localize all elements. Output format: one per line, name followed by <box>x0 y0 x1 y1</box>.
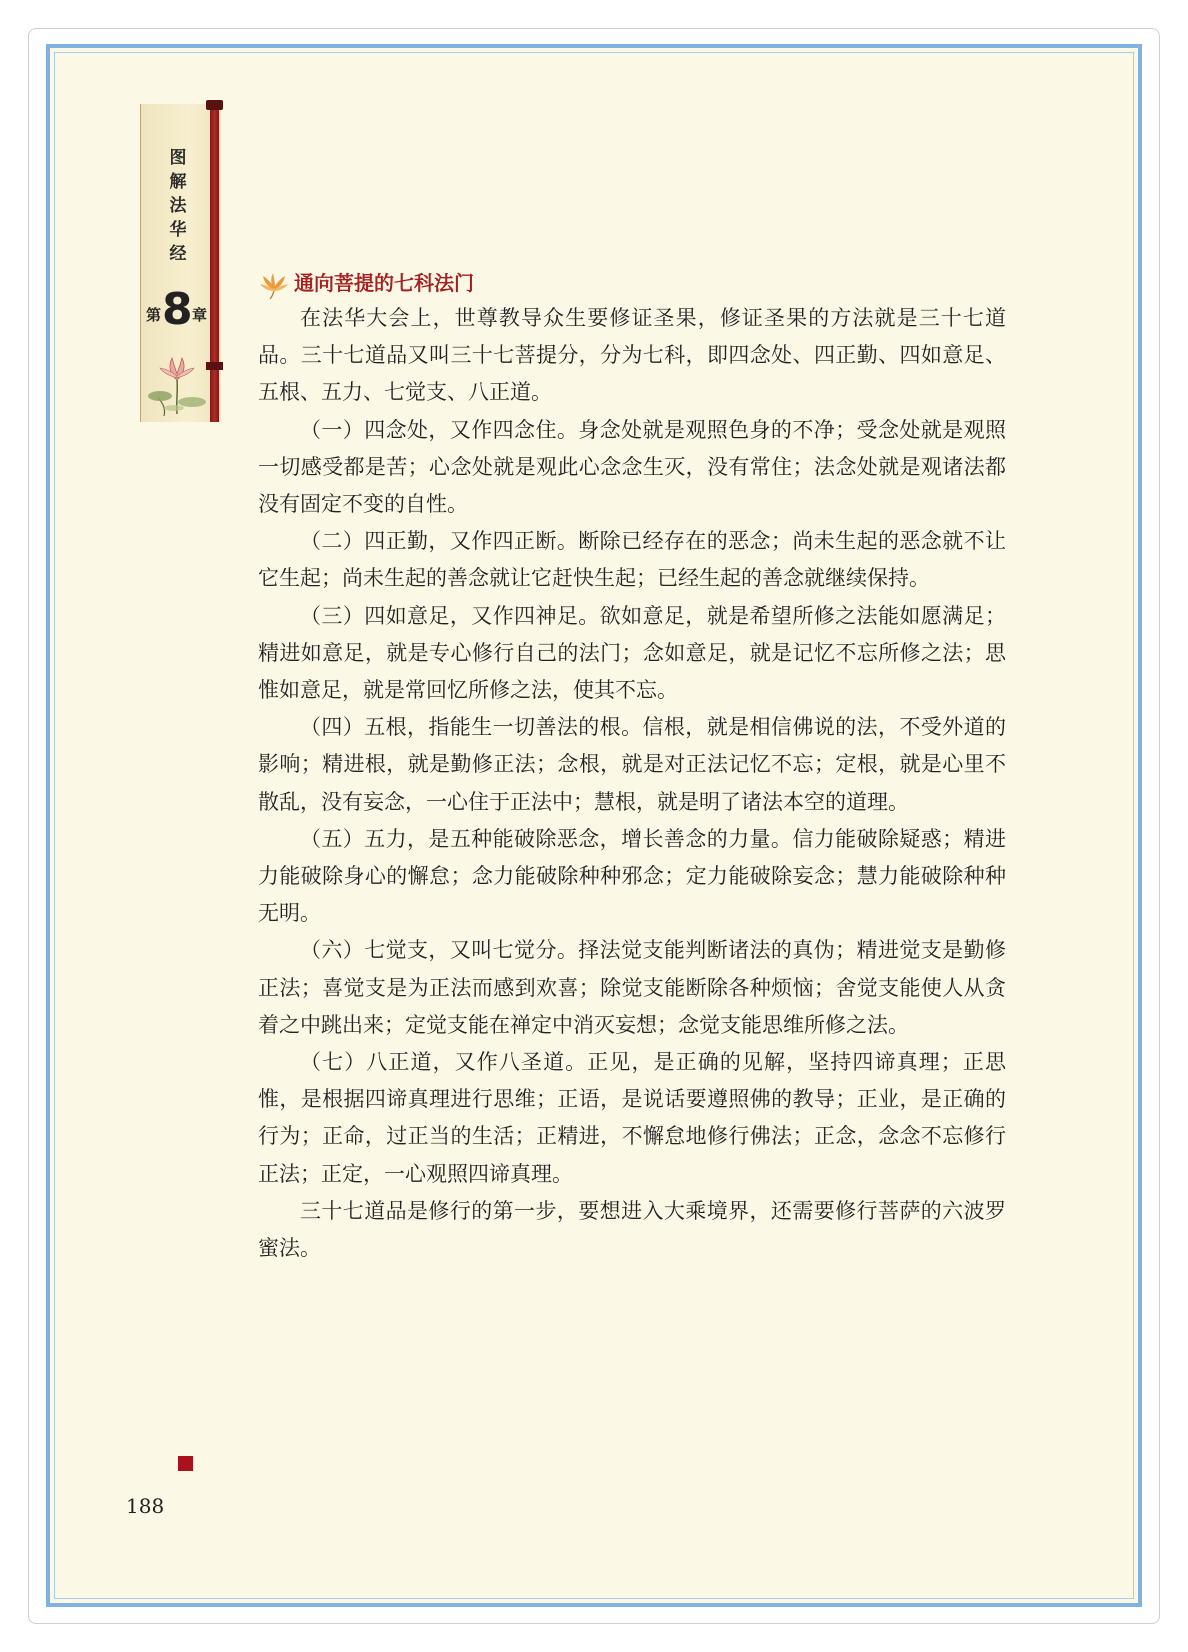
paragraph: （四）五根，指能生一切善法的根。信根，就是相信佛说的法，不受外道的影响；精进根，就是勤修正法；念根，就是对正法记忆不忘；定根，就是心里不散乱，没有妄念，一心住于正法中；慧根，就是明了诸法本空的道理。 <box>258 715 1006 814</box>
lotus-illustration-icon <box>144 344 210 418</box>
book-title-char: 法 <box>169 196 187 216</box>
paragraph: （二）四正勤，又作四正断。断除已经存在的恶念；尚未生起的恶念就不让它生起；尚未生起的善念就让它赶快生起；已经生起的善念就继续保持。 <box>258 529 1006 591</box>
lotus-icon <box>258 268 290 300</box>
paragraph: （七）八正道，又作八圣道。正见，是正确的见解，坚持四谛真理；正思惟，是根据四谛真理进行思维；正语，是说话要遵照佛的教导；正业，是正确的行为；正命，过正当的生活；正精进，不懈怠地修行佛法；正念，念念不忘修行正法；正定，一心观照四谛真理。 <box>258 1050 1006 1186</box>
page-marker-square <box>178 1456 193 1471</box>
book-title-char: 华 <box>169 220 187 240</box>
chapter-prefix: 第 <box>146 306 162 324</box>
section-heading-text: 通向菩提的七科法门 <box>294 271 474 295</box>
book-title-char: 图 <box>169 148 187 168</box>
book-title-char: 解 <box>169 172 187 192</box>
chapter-label <box>146 284 210 338</box>
banner-rod-cap <box>206 100 223 110</box>
book-title-char: 经 <box>169 244 187 264</box>
body-text <box>258 300 1006 1267</box>
chapter-suffix: 章 <box>192 306 208 324</box>
paragraph: （六）七觉支，又叫七觉分。择法觉支能判断诸法的真伪；精进觉支是勤修正法；喜觉支是为正法而感到欢喜；除觉支能断除各种烦恼；舍觉支能使人从贪着之中跳出来；定觉支能在禅定中消灭妄想；念觉支能思维所修之法。 <box>258 938 1006 1037</box>
paragraph: 三十七道品是修行的第一步，要想进入大乘境界，还需要修行菩萨的六波罗蜜法。 <box>258 1198 1006 1261</box>
page-number: 188 <box>126 1494 165 1518</box>
banner-rod <box>210 104 219 422</box>
paragraph: （三）四如意足，又作四神足。欲如意足，就是希望所修之法能如愿满足；精进如意足，就是专心修行自己的法门；念如意足，就是记忆不忘所修之法；思惟如意足，就是常回忆所修之法，使其不忘。 <box>258 603 1006 703</box>
paragraph: （一）四念处，又作四念住。身念处就是观照色身的不净；受念处就是观照一切感受都是苦；心念处就是观此心念念生灭，没有常住；法念处就是观诸法都没有固定不变的自性。 <box>258 417 1006 517</box>
chapter-number: 8 <box>162 284 193 335</box>
paragraph: （五）五力，是五种能破除恶念，增长善念的力量。信力能破除疑惑；精进力能破除身心的懈怠；念力能破除种种邪念；定力能破除妄念；慧力能破除种种无明。 <box>258 826 1006 926</box>
book-title <box>166 146 190 266</box>
paragraph: 在法华大会上，世尊教导众生要修证圣果，修证圣果的方法就是三十七道品。三十七道品又叫三十七菩提分，分为七科，即四念处、四正勤、四如意足、五根、五力、七觉支、八正道。 <box>258 306 1006 405</box>
